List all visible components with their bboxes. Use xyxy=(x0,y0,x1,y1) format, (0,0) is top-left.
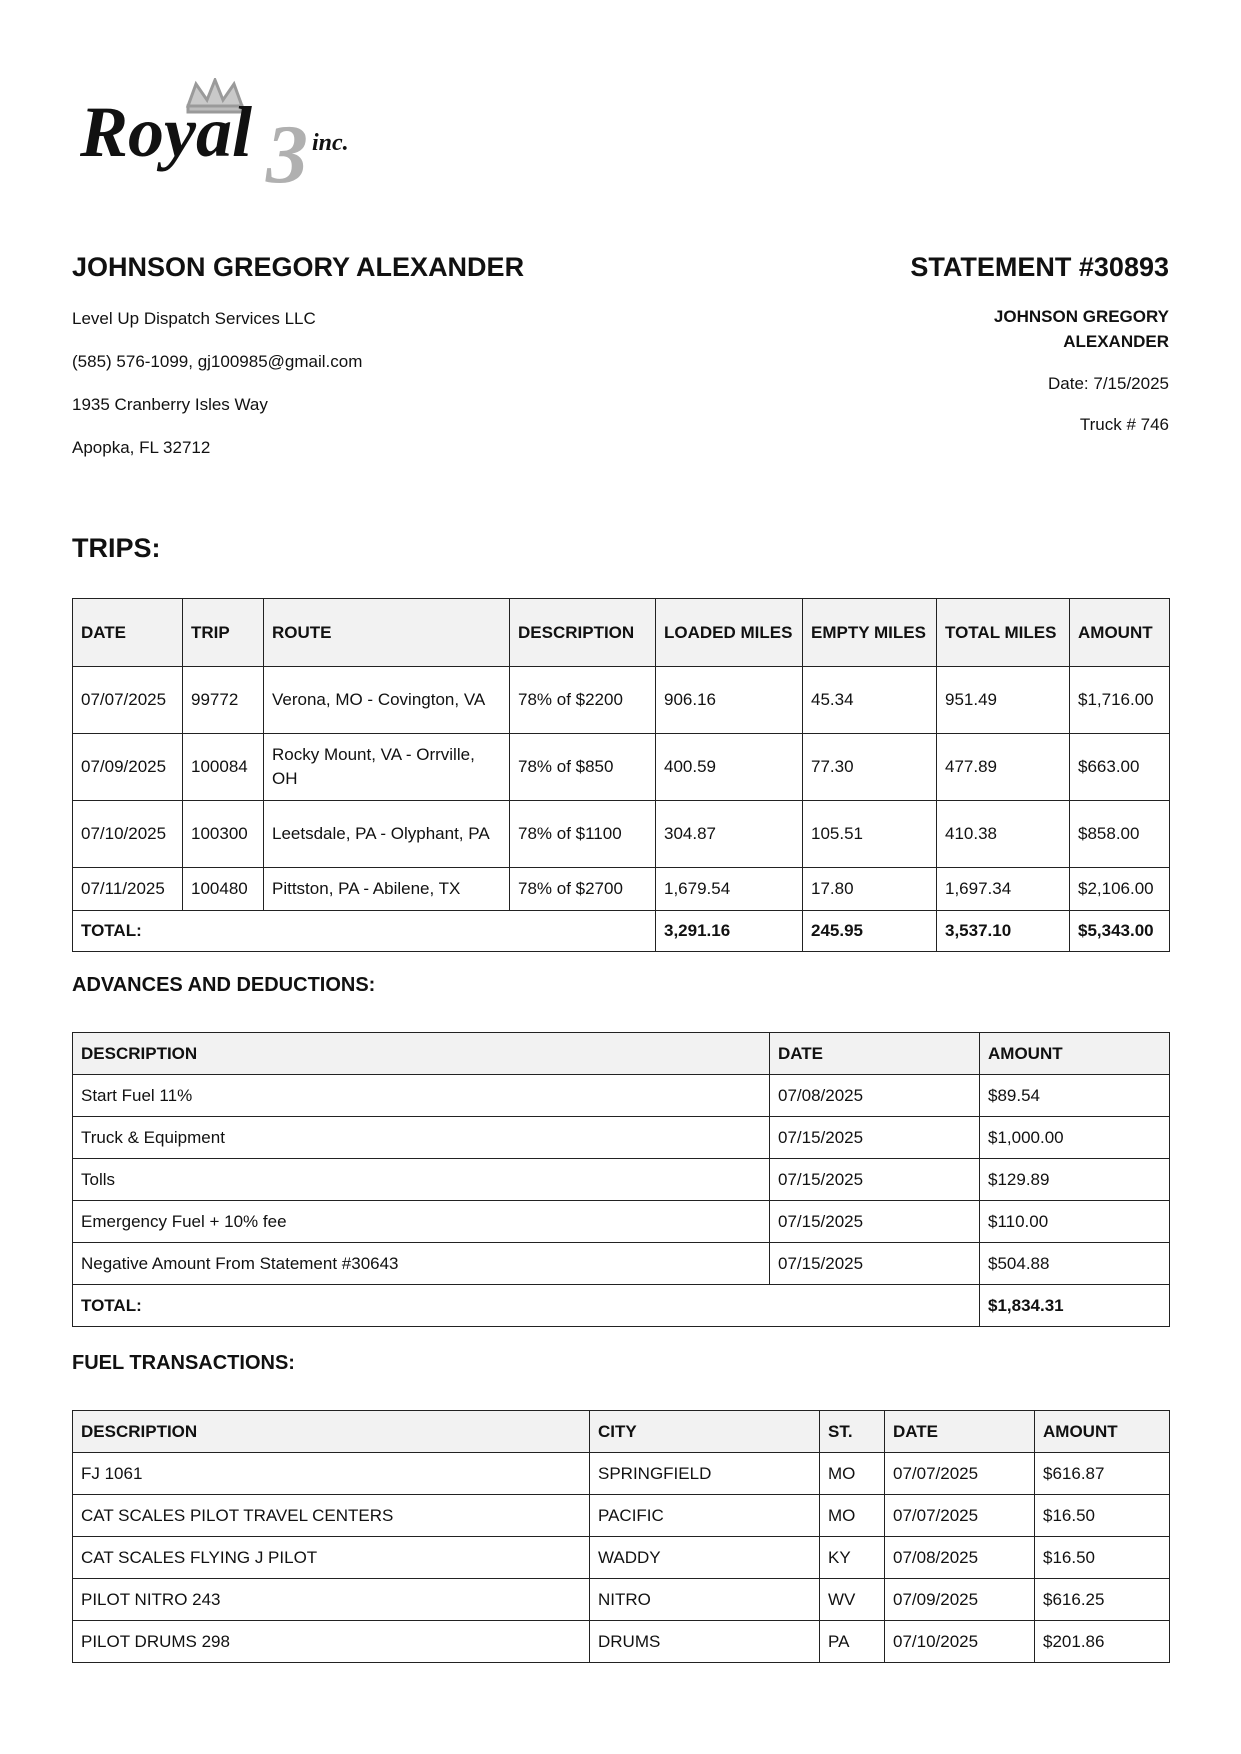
table-cell: $110.00 xyxy=(980,1201,1170,1243)
driver-address-street: 1935 Cranberry Isles Way xyxy=(72,395,268,414)
table-cell: 17.80 xyxy=(803,868,937,911)
table-row xyxy=(73,1537,1170,1579)
col-header: DESCRIPTION xyxy=(73,1033,770,1075)
table-cell: 77.30 xyxy=(803,734,937,801)
table-row xyxy=(73,1579,1170,1621)
table-cell: 304.87 xyxy=(656,801,803,868)
driver-address-city: Apopka, FL 32712 xyxy=(72,438,211,457)
col-header: AMOUNT xyxy=(1070,599,1170,667)
table-cell: 07/10/2025 xyxy=(885,1621,1035,1663)
table-cell: $16.50 xyxy=(1035,1537,1170,1579)
table-cell: Emergency Fuel + 10% fee xyxy=(73,1201,770,1243)
table-cell: WV xyxy=(820,1579,885,1621)
truck-number: Truck # 746 xyxy=(1079,415,1169,434)
table-cell: 100300 xyxy=(183,801,264,868)
table-row xyxy=(73,1075,1170,1117)
total-amount: $5,343.00 xyxy=(1070,911,1170,952)
logo-numeral: 3 xyxy=(266,108,308,193)
table-cell: 400.59 xyxy=(656,734,803,801)
table-cell: 477.89 xyxy=(937,734,1070,801)
table-cell: 78% of $1100 xyxy=(510,801,656,868)
col-header: ROUTE xyxy=(264,599,510,667)
table-cell: Tolls xyxy=(73,1159,770,1201)
table-cell: CAT SCALES FLYING J PILOT xyxy=(73,1537,590,1579)
table-cell: 78% of $2200 xyxy=(510,667,656,734)
trips-heading: TRIPS: xyxy=(72,533,161,563)
col-header: CITY xyxy=(590,1411,820,1453)
statement-recipient xyxy=(769,304,1169,354)
table-cell: $129.89 xyxy=(980,1159,1170,1201)
advances-total-row xyxy=(73,1285,1170,1327)
table-row xyxy=(73,734,1170,801)
table-cell: PILOT DRUMS 298 xyxy=(73,1621,590,1663)
table-cell: 99772 xyxy=(183,667,264,734)
table-cell: 1,697.34 xyxy=(937,868,1070,911)
table-cell: Negative Amount From Statement #30643 xyxy=(73,1243,770,1285)
table-cell: Leetsdale, PA - Olyphant, PA xyxy=(264,801,510,868)
table-row xyxy=(73,801,1170,868)
table-cell: $616.25 xyxy=(1035,1579,1170,1621)
table-cell: Rocky Mount, VA - Orrville, OH xyxy=(264,734,510,801)
driver-name: JOHNSON GREGORY ALEXANDER xyxy=(72,252,525,282)
table-cell: 07/15/2025 xyxy=(770,1243,980,1285)
table-cell: KY xyxy=(820,1537,885,1579)
total-miles: 3,537.10 xyxy=(937,911,1070,952)
table-cell: 07/07/2025 xyxy=(73,667,183,734)
table-cell: 78% of $850 xyxy=(510,734,656,801)
table-cell: Pittston, PA - Abilene, TX xyxy=(264,868,510,911)
col-header: EMPTY MILES xyxy=(803,599,937,667)
table-cell: $1,716.00 xyxy=(1070,667,1170,734)
table-cell: 07/15/2025 xyxy=(770,1201,980,1243)
table-cell: 100084 xyxy=(183,734,264,801)
table-cell: PACIFIC xyxy=(590,1495,820,1537)
col-header: TOTAL MILES xyxy=(937,599,1070,667)
table-cell: 07/15/2025 xyxy=(770,1117,980,1159)
table-cell: Verona, MO - Covington, VA xyxy=(264,667,510,734)
col-header: DATE xyxy=(770,1033,980,1075)
table-cell: $201.86 xyxy=(1035,1621,1170,1663)
table-cell: 906.16 xyxy=(656,667,803,734)
table-cell: MO xyxy=(820,1453,885,1495)
statement-date: Date: 7/15/2025 xyxy=(1048,374,1169,393)
table-cell: FJ 1061 xyxy=(73,1453,590,1495)
table-cell: 07/10/2025 xyxy=(73,801,183,868)
table-row xyxy=(73,1201,1170,1243)
statement-info xyxy=(769,250,1169,436)
total-loaded-miles: 3,291.16 xyxy=(656,911,803,952)
col-header: AMOUNT xyxy=(1035,1411,1170,1453)
table-cell: Start Fuel 11% xyxy=(73,1075,770,1117)
table-cell: $1,000.00 xyxy=(980,1117,1170,1159)
col-header: TRIP xyxy=(183,599,264,667)
table-cell: NITRO xyxy=(590,1579,820,1621)
col-header: ST. xyxy=(820,1411,885,1453)
table-cell: 07/09/2025 xyxy=(73,734,183,801)
table-cell: 1,679.54 xyxy=(656,868,803,911)
logo-suffix: inc. xyxy=(312,130,349,156)
trips-header-row xyxy=(73,599,1170,667)
table-cell: 410.38 xyxy=(937,801,1070,868)
fuel-table xyxy=(72,1410,1170,1663)
statement-number: STATEMENT #30893 xyxy=(910,252,1169,282)
fuel-heading: FUEL TRANSACTIONS: xyxy=(72,1352,295,1374)
table-cell: $89.54 xyxy=(980,1075,1170,1117)
table-row xyxy=(73,1621,1170,1663)
fuel-header-row xyxy=(73,1411,1170,1453)
table-row xyxy=(73,667,1170,734)
table-cell: Truck & Equipment xyxy=(73,1117,770,1159)
table-cell: 100480 xyxy=(183,868,264,911)
advances-header-row xyxy=(73,1033,1170,1075)
driver-info xyxy=(72,250,672,459)
table-cell: PA xyxy=(820,1621,885,1663)
table-cell: 07/09/2025 xyxy=(885,1579,1035,1621)
table-cell: 951.49 xyxy=(937,667,1070,734)
total-empty-miles: 245.95 xyxy=(803,911,937,952)
total-amount: $1,834.31 xyxy=(980,1285,1170,1327)
table-cell: $16.50 xyxy=(1035,1495,1170,1537)
advances-heading: ADVANCES AND DEDUCTIONS: xyxy=(72,974,376,996)
table-row xyxy=(73,1453,1170,1495)
table-cell: DRUMS xyxy=(590,1621,820,1663)
table-cell: 07/15/2025 xyxy=(770,1159,980,1201)
driver-company: Level Up Dispatch Services LLC xyxy=(72,309,316,328)
table-cell: MO xyxy=(820,1495,885,1537)
recipient-line-2: ALEXANDER xyxy=(1063,332,1169,351)
total-label: TOTAL: xyxy=(73,1285,980,1327)
table-cell: $2,106.00 xyxy=(1070,868,1170,911)
logo-wordmark: Royal xyxy=(80,92,252,172)
col-header: DATE xyxy=(885,1411,1035,1453)
col-header: DATE xyxy=(73,599,183,667)
table-cell: WADDY xyxy=(590,1537,820,1579)
recipient-line-1: JOHNSON GREGORY xyxy=(993,307,1169,326)
driver-contact: (585) 576-1099, gj100985@gmail.com xyxy=(72,352,363,371)
table-row xyxy=(73,868,1170,911)
company-logo xyxy=(80,78,400,193)
table-cell: 45.34 xyxy=(803,667,937,734)
table-cell: $616.87 xyxy=(1035,1453,1170,1495)
table-cell: 07/07/2025 xyxy=(885,1453,1035,1495)
table-row xyxy=(73,1159,1170,1201)
col-header: AMOUNT xyxy=(980,1033,1170,1075)
total-label: TOTAL: xyxy=(73,911,656,952)
table-cell: CAT SCALES PILOT TRAVEL CENTERS xyxy=(73,1495,590,1537)
table-cell: $504.88 xyxy=(980,1243,1170,1285)
table-cell: PILOT NITRO 243 xyxy=(73,1579,590,1621)
trips-total-row xyxy=(73,911,1170,952)
table-cell: 105.51 xyxy=(803,801,937,868)
table-cell: 07/08/2025 xyxy=(885,1537,1035,1579)
table-cell: 78% of $2700 xyxy=(510,868,656,911)
col-header: DESCRIPTION xyxy=(510,599,656,667)
table-row xyxy=(73,1243,1170,1285)
table-row xyxy=(73,1495,1170,1537)
col-header: LOADED MILES xyxy=(656,599,803,667)
table-cell: 07/08/2025 xyxy=(770,1075,980,1117)
table-cell: $858.00 xyxy=(1070,801,1170,868)
table-cell: $663.00 xyxy=(1070,734,1170,801)
table-cell: SPRINGFIELD xyxy=(590,1453,820,1495)
trips-table xyxy=(72,598,1170,952)
table-cell: 07/11/2025 xyxy=(73,868,183,911)
col-header: DESCRIPTION xyxy=(73,1411,590,1453)
table-row xyxy=(73,1117,1170,1159)
advances-table xyxy=(72,1032,1170,1327)
table-cell: 07/07/2025 xyxy=(885,1495,1035,1537)
